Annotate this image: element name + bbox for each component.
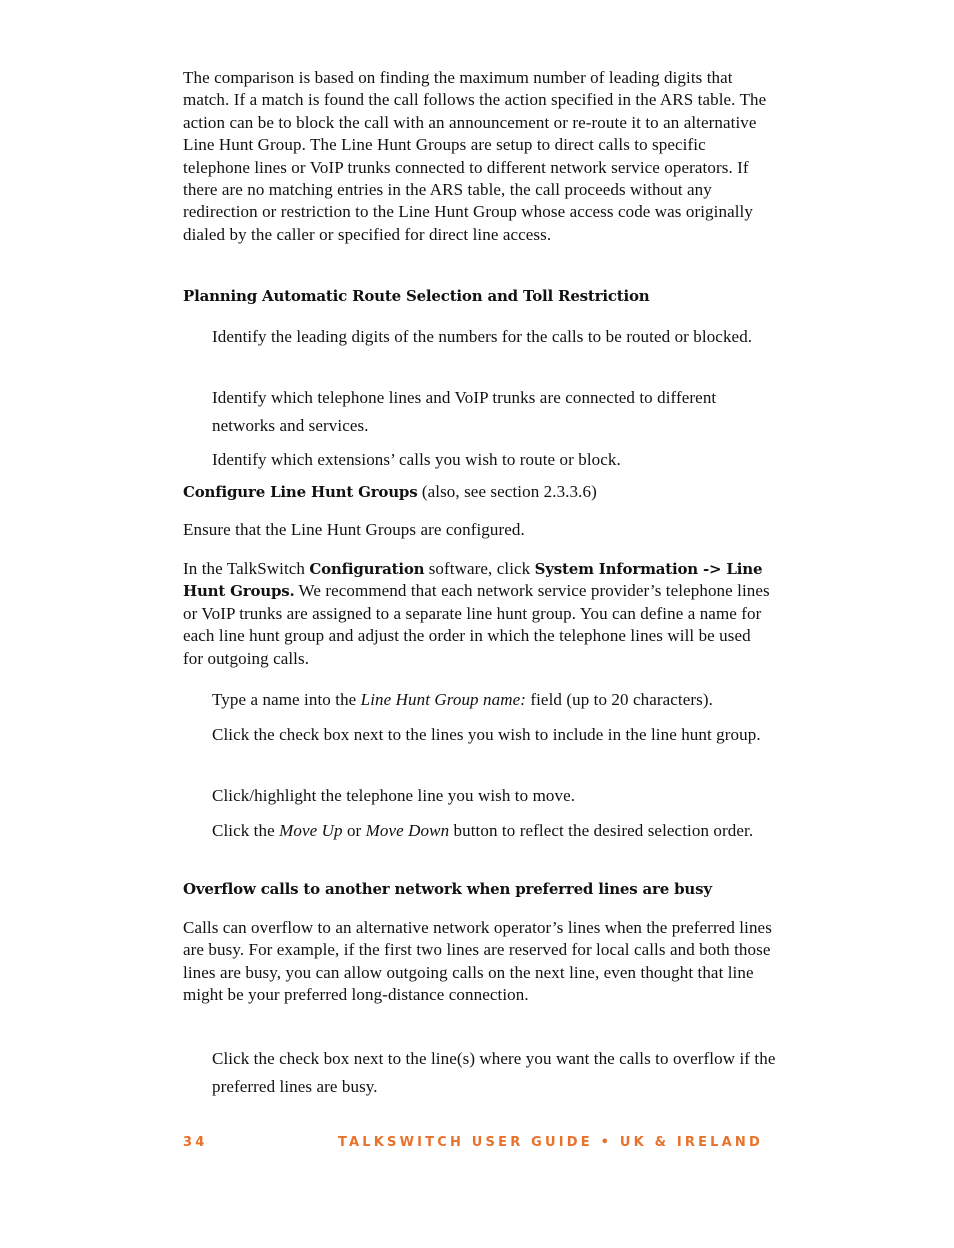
configure-text-2: software, click [424,559,535,578]
configure-heading: Configure Line Hunt Groups [183,483,418,501]
configure-ensure-text: Ensure that the Line Hunt Groups are configured. [183,520,525,539]
configure-item-1 [212,686,777,714]
overflow-paragraph: Calls can overflow to an alternative network operator’s lines when the preferred lines are busy. For example, if the first two lines are reserved for local calls and both those lines are busy, you can allow outgoing calls on the next line, even thought that line might be your preferred long-distance connection. [183,918,772,1005]
configure-paragraph [183,558,773,670]
move-up-term: Move Up [279,821,343,840]
configure-item-4-text-b: or [342,821,366,840]
configure-item-3: Click/highlight the telephone line you wish to move. [212,786,576,805]
menu-path-term: System Information -> Line Hunt Groups. [183,560,763,601]
planning-item-2: Identify which telephone lines and VoIP trunks are connected to different networks and services. [212,388,717,435]
overflow-item-1: Click the check box next to the line(s) where you want the calls to overflow if the preferred lines are busy. [212,1049,776,1096]
move-down-term: Move Down [365,821,450,840]
configuration-term: Configuration [309,560,425,578]
configure-item-2: Click the check box next to the lines you wish to include in the line hunt group. [212,725,761,744]
planning-item-1: Identify the leading digits of the numbers for the calls to be routed or blocked. [212,327,753,346]
configure-heading-suffix: (also, see section 2.3.3.6) [417,482,597,501]
configure-text-3: We recommend that each network service provider’s telephone lines or VoIP trunks are assigned to a separate line hunt group. You can define a name for each line hunt group and adjust the order in which the telephone lines will be used for outgoing calls. [183,581,770,668]
configure-item-4-text-a: Click the [212,821,280,840]
page-number: 34 [183,1135,208,1150]
planning-heading: Planning Automatic Route Selection and Toll Restriction [183,287,650,305]
footer-title: TALKSWITCH USER GUIDE • UK & IRELAND [337,1135,763,1150]
configure-item-1-text-b: field (up to 20 characters). [526,690,713,709]
planning-item-3: Identify which extensions’ calls you wish to route or block. [212,450,621,469]
configure-item-4 [212,817,777,845]
configure-heading-line [183,481,773,503]
intro-paragraph: The comparison is based on finding the maximum number of leading digits that match. If a match is found the call follows the action specified in the ARS table. The action can be to block the call with an announcement or re-route it to an alternative Line Hunt Group. The Line Hunt Groups are setup to direct calls to specific telephone lines or VoIP trunks connected to different network service operators. If there are no matching entries in the ARS table, the call proceeds without any redirection or restriction to the Line Hunt Group whose access code was originally dialed by the caller or specified for direct line access. [183,68,767,244]
field-name-term: Line Hunt Group name: [360,690,526,709]
overflow-heading: Overflow calls to another network when preferred lines are busy [183,880,712,898]
page-footer [183,1135,763,1155]
configure-item-4-text-c: button to reflect the desired selection order. [449,821,754,840]
configure-item-1-text-a: Type a name into the [212,690,361,709]
configure-text-1: In the TalkSwitch [183,559,310,578]
